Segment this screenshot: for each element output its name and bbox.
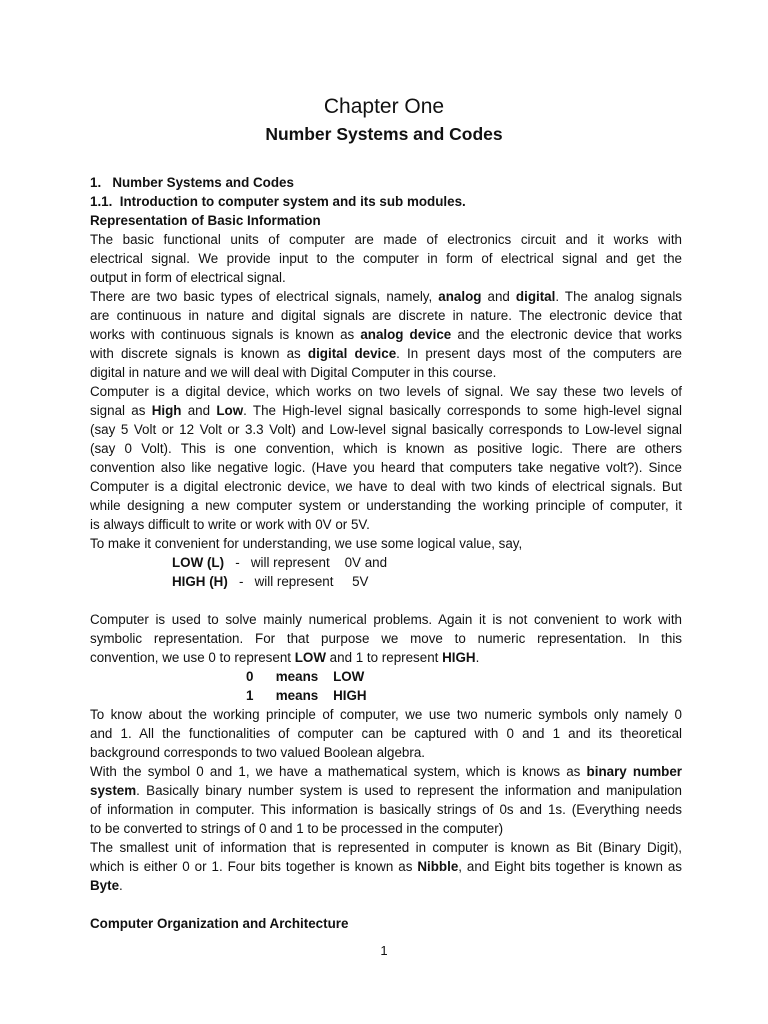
text-line: which is either 0 or 1. Four bits together is known as Nibble, and Eight bits together is known as bbox=[90, 859, 682, 874]
text-line: output in form of electrical signal. bbox=[90, 270, 286, 285]
text-line: and 1. All the functionalities of computer can be captured with 0 and 1 and its theoretical bbox=[90, 726, 682, 741]
page-number: 1 bbox=[380, 943, 388, 958]
text-line: Byte. bbox=[90, 878, 123, 893]
paragraph-numeric-representation bbox=[90, 610, 682, 667]
text-line: Computer is used to solve mainly numerical problems. Again it is not convenient to work with bbox=[90, 612, 682, 627]
text-line: background corresponds to two valued Boolean algebra. bbox=[90, 745, 425, 760]
text-line: (say 5 Volt or 12 Volt or 3.3 Volt) and Low-level signal basically corresponds to Low-level signal bbox=[90, 422, 682, 437]
text-line: convention also like negative logic. (Have you heard that computers take negative volt?). Since bbox=[90, 460, 682, 475]
text-line: signal as High and Low. The High-level signal basically corresponds to some high-level signal bbox=[90, 403, 682, 418]
text-line: The smallest unit of information that is represented in computer is known as Bit (Binary Digit), bbox=[90, 840, 682, 855]
text-line: is always difficult to write or work with 0V or 5V. bbox=[90, 517, 370, 532]
text-line: Computer is a digital device, which works on two levels of signal. We say these two levels of bbox=[90, 384, 682, 399]
paragraph-bits bbox=[90, 838, 682, 895]
spacer bbox=[90, 895, 682, 914]
text-line: The basic functional units of computer are made of electronics circuit and it works with bbox=[90, 232, 682, 247]
section-heading-1-1: 1.1. Introduction to computer system and its sub modules. bbox=[90, 194, 466, 209]
text-line: system. Basically binary number system is used to represent the information and manipulation bbox=[90, 783, 682, 798]
text-line: to be converted to strings of 0 and 1 to be processed in the computer) bbox=[90, 821, 504, 836]
term-digital-device: digital device bbox=[307, 346, 397, 361]
paragraph-signal-types bbox=[90, 287, 682, 382]
text-line: (say 0 Volt). This is one convention, which is known as positive logic. There are others bbox=[90, 441, 682, 456]
section-heading-1: 1. Number Systems and Codes bbox=[90, 175, 294, 190]
text-line: of information in computer. This information is basically strings of 0s and 1s. (Everything needs bbox=[90, 802, 682, 817]
term-high: HIGH bbox=[442, 650, 476, 665]
term-nibble: Nibble bbox=[417, 859, 459, 874]
chapter-title: Chapter One bbox=[323, 95, 445, 118]
text-line: are continuous in nature and digital signals are discrete in nature. The electronic device that bbox=[90, 308, 682, 323]
term-system: system bbox=[90, 783, 137, 798]
paragraph-signal-levels bbox=[90, 382, 682, 534]
text-line: with discrete signals is known as digital device. In present days most of the computers are bbox=[90, 346, 682, 361]
text-line: With the symbol 0 and 1, we have a mathematical system, which is knows as binary number bbox=[90, 764, 682, 779]
term-digital: digital bbox=[515, 289, 556, 304]
text-line: There are two basic types of electrical signals, namely, analog and digital. The analog signals bbox=[90, 289, 682, 304]
term-low: Low bbox=[216, 403, 244, 418]
term-analog-device: analog device bbox=[360, 327, 452, 342]
paragraph-working-principle bbox=[90, 705, 682, 762]
paragraph-functional-units bbox=[90, 230, 682, 287]
mapping-one-high: 1 means HIGH bbox=[246, 688, 367, 703]
document-body bbox=[90, 173, 682, 933]
text-line: To make it convenient for understanding, we use some logical value, say, bbox=[90, 536, 523, 551]
text-line: works with continuous signals is known as analog device and the electronic device that works bbox=[90, 327, 682, 342]
term-low: LOW bbox=[294, 650, 326, 665]
definition-high: HIGH (H) - will represent 5V bbox=[172, 574, 369, 589]
text-line: electrical signal. We provide input to the computer in form of electrical signal and get the bbox=[90, 251, 682, 266]
term-byte: Byte bbox=[90, 878, 120, 893]
text-line: while designing a new computer system or understanding the working principle of computer, it bbox=[90, 498, 682, 513]
paragraph-binary-system bbox=[90, 762, 682, 838]
text-line: Computer is a digital electronic device, we have to deal with two kinds of electrical signals. But bbox=[90, 479, 682, 494]
text-line: digital in nature and we will deal with Digital Computer in this course. bbox=[90, 365, 497, 380]
term-analog: analog bbox=[438, 289, 482, 304]
mapping-zero-low: 0 means LOW bbox=[246, 669, 365, 684]
text-line: convention, we use 0 to represent LOW and 1 to represent HIGH. bbox=[90, 650, 480, 665]
text-line: To know about the working principle of computer, we use two numeric symbols only namely 0 bbox=[90, 707, 682, 722]
term-binary-number: binary number bbox=[586, 764, 682, 779]
spacer bbox=[90, 591, 682, 610]
text-line: symbolic representation. For that purpose we move to numeric representation. In this bbox=[90, 631, 682, 646]
section-heading-representation: Representation of Basic Information bbox=[90, 213, 321, 228]
term-high: High bbox=[151, 403, 182, 418]
definition-low: LOW (L) - will represent 0V and bbox=[172, 555, 388, 570]
section-heading-computer-organization: Computer Organization and Architecture bbox=[90, 916, 349, 931]
chapter-subtitle: Number Systems and Codes bbox=[265, 124, 503, 144]
